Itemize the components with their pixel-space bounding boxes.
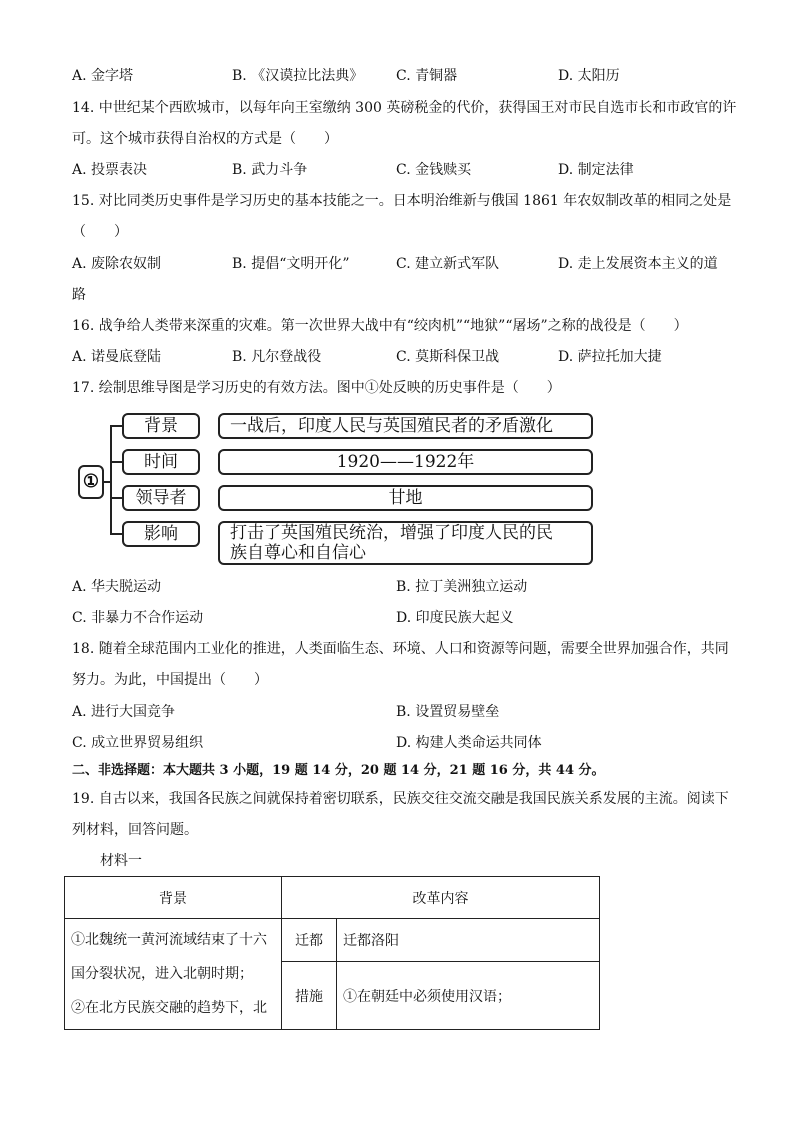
mind-map-content-impact [218, 521, 593, 565]
mind-map-label-time: 时间 [122, 449, 200, 475]
connector-line [110, 497, 122, 499]
connector-line [110, 425, 112, 535]
q16-option-b: B. 凡尔登战役 [232, 349, 322, 365]
q14-option-d: D. 制定法律 [558, 162, 634, 178]
material-label: 材料一 [100, 853, 142, 869]
q18-option-b: B. 设置贸易壁垒 [396, 704, 500, 720]
q17-option-c: C. 非暴力不合作运动 [72, 610, 204, 626]
connector-line [110, 533, 122, 535]
mind-map-label-leader: 领导者 [122, 485, 200, 511]
section-heading: 二、非选择题：本大题共 3 小题，19 题 14 分，20 题 14 分，21 题 16 分，共 44 分。 [72, 763, 605, 778]
mind-map-content-leader: 甘地 [218, 485, 593, 511]
q14-option-b: B. 武力斗争 [232, 162, 308, 178]
q14-stem-line2: 可。这个城市获得自治权的方式是（ ） [72, 131, 338, 147]
q16-option-c: C. 莫斯科保卫战 [396, 349, 500, 365]
q17-stem: 17. 绘制思维导图是学习历史的有效方法。图中①处反映的历史事件是（ ） [72, 380, 561, 396]
q15-option-b: B. 提倡“文明开化” [232, 256, 350, 272]
q13-option-b: B. 《汉谟拉比法典》 [232, 68, 364, 84]
table-cell-relocate-label: 迁都 [282, 919, 337, 962]
impact-text-line1: 打击了英国殖民统治，增强了印度人民的民 [230, 523, 553, 543]
mind-map-content-background: 一战后，印度人民与英国殖民者的矛盾激化 [218, 413, 593, 439]
table-cell-measures-value: ①在朝廷中必须使用汉语； [337, 962, 600, 1030]
q19-stem-line2: 列材料，回答问题。 [72, 822, 198, 838]
background-line2: 国分裂状况，进入北朝时期； [71, 966, 253, 982]
table-header-background: 背景 [65, 877, 282, 919]
mind-map-center-node: ① [78, 465, 104, 499]
q15-option-c: C. 建立新式军队 [396, 256, 500, 272]
q17-option-b: B. 拉丁美洲独立运动 [396, 579, 528, 595]
background-line3: ②在北方民族交融的趋势下，北 [71, 1000, 267, 1016]
q13-option-c: C. 青铜器 [396, 68, 458, 84]
q13-option-a: A. 金字塔 [72, 68, 134, 84]
q18-stem-line1: 18. 随着全球范围内工业化的推进，人类面临生态、环境、人口和资源等问题，需要全世界加强合作，共同 [72, 641, 729, 657]
mind-map-label-impact: 影响 [122, 521, 200, 547]
q16-stem: 16. 战争给人类带来深重的灾难。第一次世界大战中有“绞肉机”“地狱”“屠场”之称的战役是（ ） [72, 318, 688, 334]
q18-stem-line2: 努力。为此，中国提出（ ） [72, 672, 268, 688]
q18-option-c: C. 成立世界贸易组织 [72, 735, 204, 751]
q17-option-a: A. 华夫脱运动 [72, 579, 162, 595]
q15-stem-line2: （ ） [72, 224, 128, 240]
q16-option-a: A. 诺曼底登陆 [72, 349, 162, 365]
q14-option-a: A. 投票表决 [72, 162, 148, 178]
connector-line [110, 461, 122, 463]
connector-line [110, 425, 122, 427]
mind-map-content-time: 1920——1922年 [218, 449, 593, 475]
q16-option-d: D. 萨拉托加大捷 [558, 349, 662, 365]
table-header-reform: 改革内容 [282, 877, 600, 919]
q17-option-d: D. 印度民族大起义 [396, 610, 514, 626]
q18-option-a: A. 进行大国竞争 [72, 704, 176, 720]
q14-stem-line1: 14. 中世纪某个西欧城市，以每年向王室缴纳 300 英磅税金的代价，获得国王对市民自选市长和市政官的许 [72, 100, 737, 116]
table-cell-relocate-value: 迁都洛阳 [337, 919, 600, 962]
q15-option-d-continuation: 路 [72, 287, 86, 303]
q15-option-a: A. 废除农奴制 [72, 256, 162, 272]
mind-map-label-background: 背景 [122, 413, 200, 439]
q19-stem-line1: 19. 自古以来，我国各民族之间就保持着密切联系，民族交往交流交融是我国民族关系发展的主流。阅读下 [72, 791, 729, 807]
table-cell-background [65, 919, 282, 1030]
table-cell-measures-label: 措施 [282, 962, 337, 1030]
q15-option-d: D. 走上发展资本主义的道 [558, 256, 718, 272]
background-line1: ①北魏统一黄河流域结束了十六 [71, 932, 267, 948]
q14-option-c: C. 金钱赎买 [396, 162, 472, 178]
material-table [64, 876, 600, 1030]
q15-stem-line1: 15. 对比同类历史事件是学习历史的基本技能之一。日本明治维新与俄国 1861 年农奴制改革的相同之处是 [72, 193, 732, 209]
q18-option-d: D. 构建人类命运共同体 [396, 735, 542, 751]
impact-text-line2: 族自尊心和自信心 [230, 543, 366, 563]
q13-option-d: D. 太阳历 [558, 68, 620, 84]
